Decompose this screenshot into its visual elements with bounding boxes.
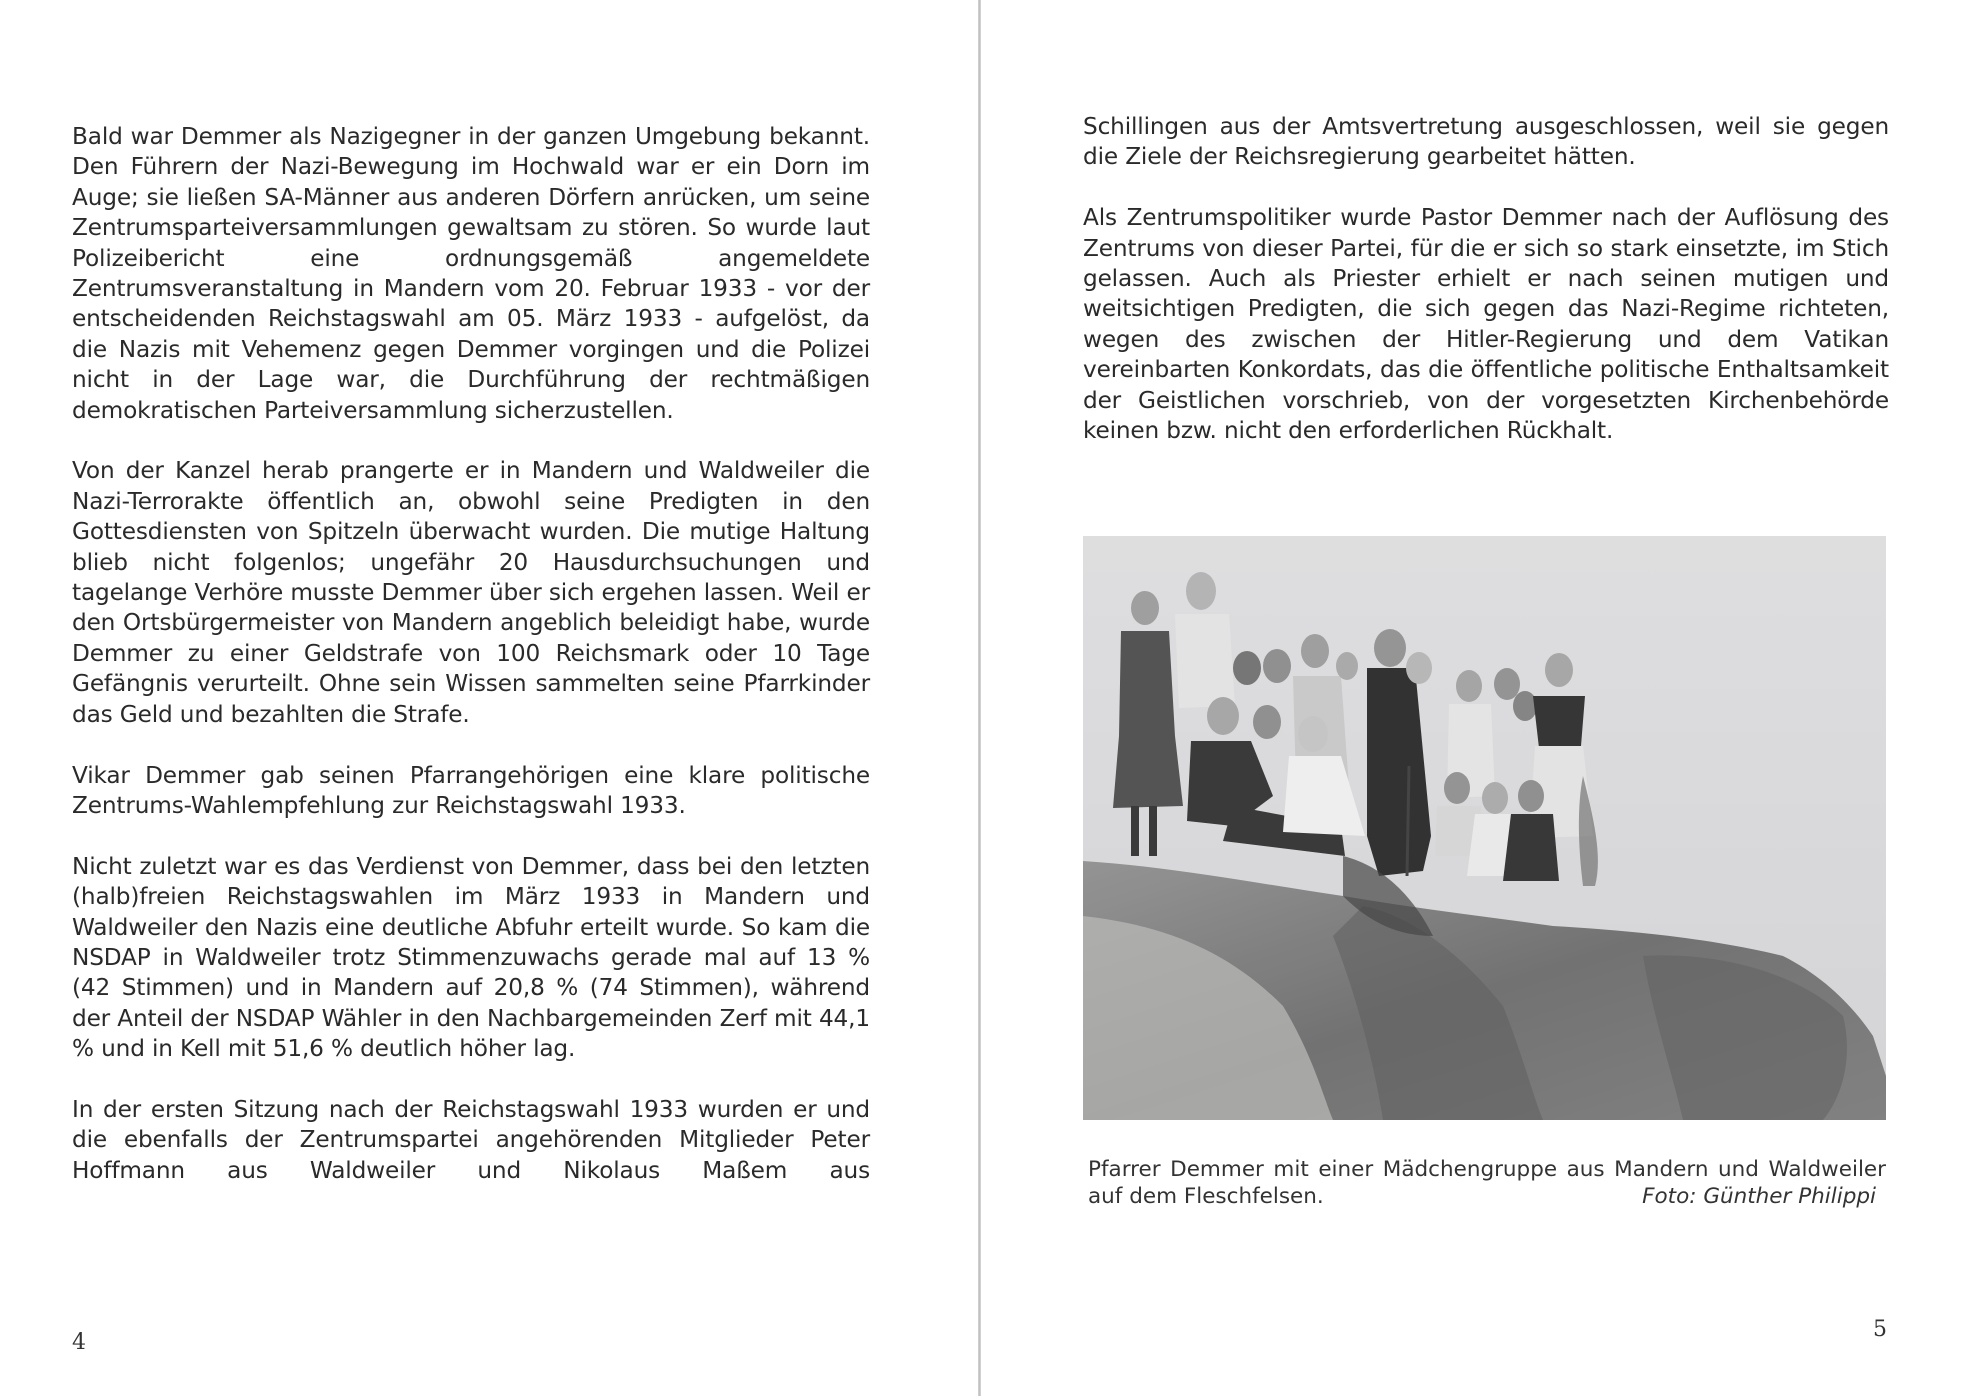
paragraph: Als Zentrumspolitiker wurde Pastor Demmer nach der Auflösung des Zentrums von dieser Partei, für die er sich so stark einsetzte, im Stich gelassen. Auch als Priester erhielt er nach seinen mutigen und weitsichtigen Predigten, die sich gegen das Nazi-Regime richteten, wegen des zwischen der Hitler-Regierung und dem Vatikan vereinbarten Konkordats, das die öffentliche politische Enthaltsamkeit der Geistlichen vorschrieb, von der vorgesetzten Kirchenbehörde keinen bzw. nicht den erforderlichen Rückhalt. (1083, 204, 1889, 445)
photo-caption (1088, 1156, 1886, 1210)
paragraph: Schillingen aus der Amtsvertretung ausgeschlossen, weil sie gegen die Ziele der Reichsregierung gearbeitet hätten. (1083, 113, 1889, 171)
paragraph: Von der Kanzel herab prangerte er in Mandern und Waldweiler die Nazi-Terrorakte öffentlich an, obwohl seine Predigten in den Gottesdiensten von Spitzeln überwacht wurden. Die mutige Haltung blieb nicht folgenlos; ungefähr 20 Hausdurchsuchungen und tagelange Verhöre musste Demmer über sich ergehen lassen. Weil er den Ortsbürgermeister von Mandern angeblich beleidigt habe, wurde Demmer zu einer Geldstrafe von 100 Reichsmark oder 10 Tage Gefängnis verurteilt. Ohne sein Wissen sammelten seine Pfarrkinder das Geld und bezahlten die Strafe. (72, 457, 870, 728)
page-number: 4 (72, 1330, 86, 1355)
caption-text: Pfarrer Demmer mit einer Mädchengruppe aus Mandern und Waldweiler auf dem Fleschfelsen. (1088, 1157, 1886, 1209)
paragraph: In der ersten Sitzung nach der Reichstagswahl 1933 wurden er und die ebenfalls der Zentrumspartei angehörenden Mitglieder Peter Hoffmann aus Waldweiler und Nikolaus Maßem aus (72, 1095, 870, 1184)
paragraph: Vikar Demmer gab seinen Pfarrangehörigen eine klare politische Zentrums-Wahlempfehlung zur Reichstagswahl 1933. (72, 761, 870, 819)
photo-image (1083, 536, 1886, 1120)
paragraph: Nicht zuletzt war es das Verdienst von Demmer, dass bei den letzten (halb)freien Reichstagswahlen im März 1933 in Mandern und Waldweiler den Nazis eine deutliche Abfuhr erteilt wurde. So kam die NSDAP in Waldweiler trotz Stimmenzuwachs gerade mal auf 13 % (42 Stimmen) und in Mandern auf 20,8 % (74 Stimmen), während der Anteil der NSDAP Wähler in den Nachbargemeinden Zerf mit 44,1 % und in Kell mit 51,6 % deutlich höher lag. (72, 852, 870, 1063)
left-page (0, 0, 978, 1396)
left-page-text-column (72, 122, 870, 1186)
photo-credit: Foto: Günther Philippi (1642, 1184, 1876, 1209)
page-number: 5 (1873, 1317, 1887, 1342)
right-page-text-column (1083, 112, 1889, 446)
paragraph: Bald war Demmer als Nazigegner in der ganzen Umgebung bekannt. Den Führern der Nazi-Bewegung im Hochwald war er ein Dorn im Auge; sie ließen SA-Männer aus anderen Dörfern anrücken, um seine Zentrumsparteiversammlungen gewaltsam zu stören. So wurde laut Polizeibericht eine ordnungsgemäß angemeldete Zentrumsveranstaltung in Mandern vom 20. Februar 1933 - vor der entscheidenden Reichstagswahl am 05. März 1933 - aufgelöst, da die Nazis mit Vehemenz gegen Demmer vorgingen und die Polizei nicht in der Lage war, die Durchführung der rechtmäßigen demokratischen Parteiversammlung sicherzustellen. (72, 123, 870, 424)
group-photo (1083, 536, 1886, 1120)
